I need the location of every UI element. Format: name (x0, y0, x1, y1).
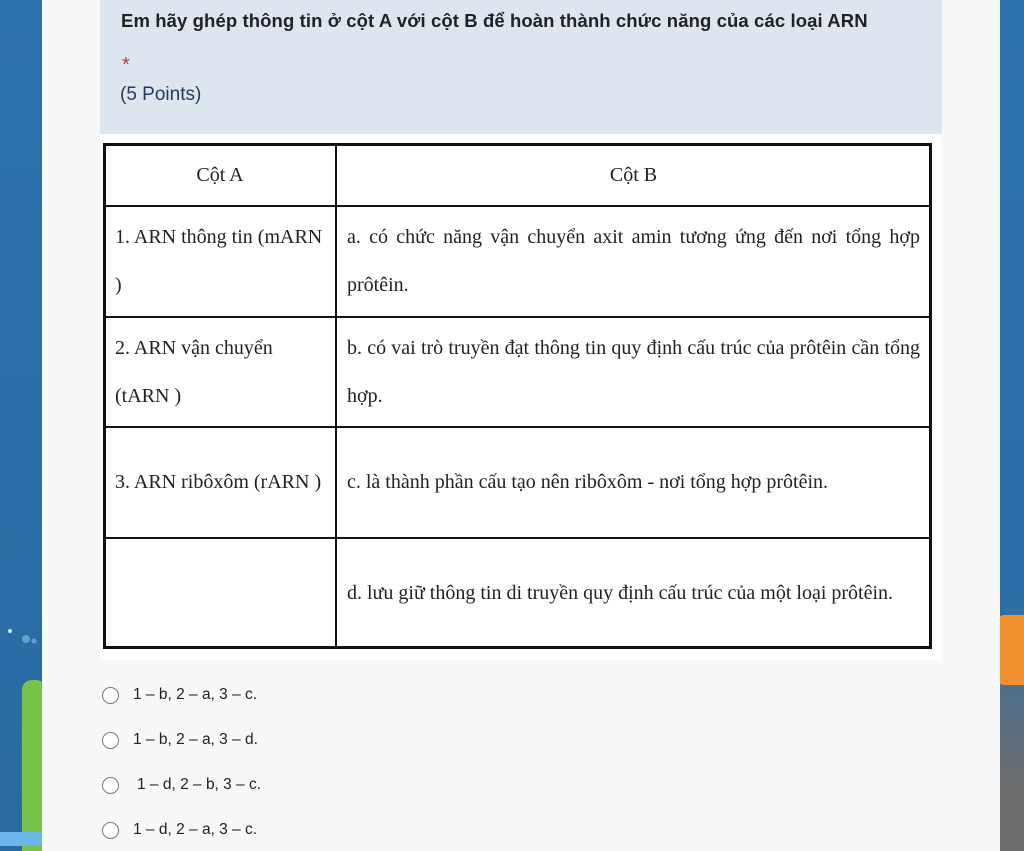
question-points: (5 Points) (120, 84, 202, 105)
radio-button[interactable] (102, 732, 119, 749)
cell-b: d. lưu giữ thông tin di truyền quy định cấu trúc của một loại prôtêin. (336, 538, 931, 648)
cell-a: 1. ARN thông tin (mARN ) (104, 206, 336, 316)
cell-b: b. có vai trò truyền đạt thông tin quy định cấu trúc của prôtêin cần tổng hợp. (336, 317, 931, 427)
option-3[interactable] (102, 770, 502, 800)
option-4[interactable] (102, 815, 502, 845)
radio-button[interactable] (102, 687, 119, 704)
table-header-row (104, 144, 931, 206)
table-row (104, 538, 931, 648)
radio-button[interactable] (102, 777, 119, 794)
cell-a: 2. ARN vận chuyển (tARN ) (104, 317, 336, 427)
cell-b: a. có chức năng vận chuyển axit amin tương ứng đến nơi tổng hợp prôtêin. (336, 206, 931, 316)
table-row (104, 206, 931, 316)
background-right (1000, 0, 1024, 851)
table-row (104, 427, 931, 537)
decor-dots (4, 625, 44, 649)
option-label: 1 – b, 2 – a, 3 – d. (133, 731, 258, 748)
cell-a: 3. ARN ribôxôm (rARN ) (104, 427, 336, 537)
required-asterisk: * (122, 54, 130, 76)
decor-blue-bar (0, 832, 46, 846)
column-a-header: Cột A (104, 144, 336, 206)
option-label: 1 – d, 2 – a, 3 – c. (133, 821, 258, 838)
option-label: 1 – b, 2 – a, 3 – c. (133, 686, 258, 703)
table-row (104, 317, 931, 427)
decor-orange-block (998, 615, 1024, 685)
question-title: Em hãy ghép thông tin ở cột A với cột B để hoàn thành chức năng của các loại ARN (121, 10, 868, 31)
column-b-header: Cột B (336, 144, 931, 206)
cell-b: c. là thành phần cấu tạo nên ribôxôm - nơi tổng hợp prôtêin. (336, 427, 931, 537)
option-2[interactable] (102, 725, 502, 755)
radio-button[interactable] (102, 822, 119, 839)
form-card (42, 0, 1000, 851)
question-image (100, 134, 942, 660)
question-header (100, 0, 942, 134)
option-label: 1 – d, 2 – b, 3 – c. (137, 776, 262, 793)
matching-table (103, 143, 932, 649)
cell-a (104, 538, 336, 648)
option-1[interactable] (102, 680, 502, 710)
